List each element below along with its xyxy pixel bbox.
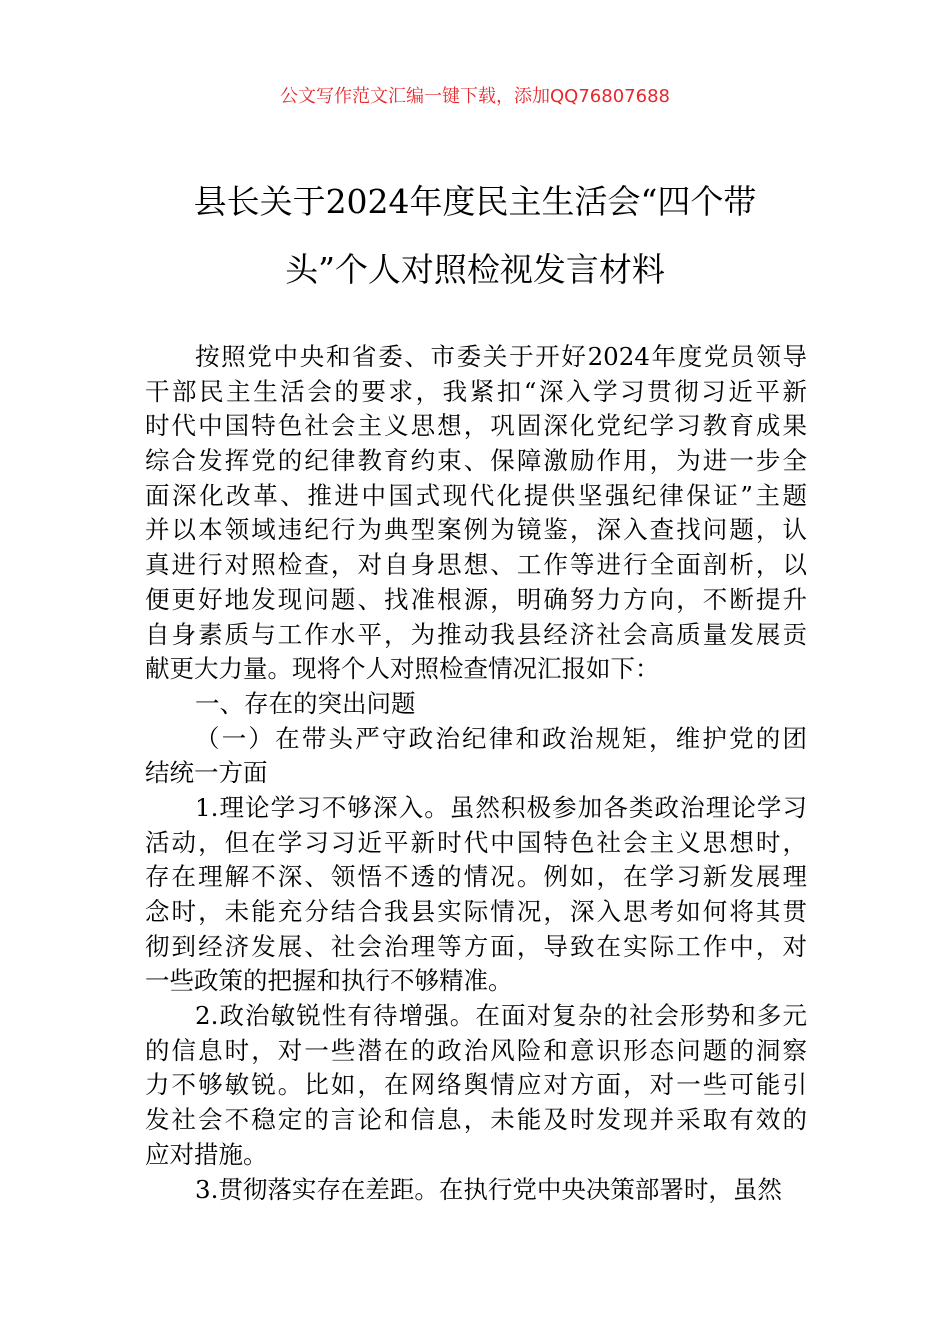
text-line: 活动，但在学习习近平新时代中国特色社会主义思想时， bbox=[145, 827, 807, 857]
document-body bbox=[145, 340, 807, 1207]
text-line: 一、存在的突出问题 bbox=[195, 688, 416, 718]
text-line: 存在理解不深、领悟不透的情况。例如，在学习新发展理 bbox=[145, 862, 807, 892]
paragraph bbox=[145, 999, 807, 1172]
text-line: 干部民主生活会的要求，我紧扣“深入学习贯彻习近平新 bbox=[145, 376, 807, 406]
text-line: 面深化改革、推进中国式现代化提供坚强纪律保证”主题 bbox=[145, 480, 807, 510]
text-line: 2.政治敏锐性有待增强。在面对复杂的社会形势和多元 bbox=[195, 1001, 807, 1031]
paragraph bbox=[145, 340, 807, 687]
paragraph bbox=[145, 687, 807, 722]
text-line: 的信息时，对一些潜在的政治风险和意识形态问题的洞察 bbox=[145, 1035, 807, 1065]
text-line: 便更好地发现问题、找准根源，明确努力方向，不断提升 bbox=[145, 584, 807, 614]
text-line: 自身素质与工作水平，为推动我县经济社会高质量发展贡 bbox=[145, 619, 807, 649]
text-line: 3.贯彻落实存在差距。在执行党中央决策部署时，虽然 bbox=[195, 1174, 782, 1204]
text-line: 念时，未能充分结合我县实际情况，深入思考如何将其贯 bbox=[145, 897, 807, 926]
text-line: （一）在带头严守政治纪律和政治规矩，维护党的团 bbox=[195, 723, 807, 753]
text-line: 彻到经济发展、社会治理等方面，导致在实际工作中，对 bbox=[145, 931, 807, 961]
text-line: 时代中国特色社会主义思想，巩固深化党纪学习教育成果 bbox=[145, 411, 807, 441]
text-line: 真进行对照检查，对自身思想、工作等进行全面剖析，以 bbox=[145, 550, 807, 580]
text-line: 献更大力量。现将个人对照检查情况汇报如下： bbox=[145, 654, 660, 684]
paragraph bbox=[145, 722, 807, 791]
text-line: 结统一方面 bbox=[145, 758, 268, 788]
watermark-header: 公文写作范文汇编一键下载，添加QQ76807688 bbox=[280, 86, 670, 107]
text-line: 发社会不稳定的言论和信息，未能及时发现并采取有效的 bbox=[145, 1105, 807, 1135]
text-line: 1.理论学习不够深入。虽然积极参加各类政治理论学习 bbox=[195, 792, 807, 822]
text-line: 一些政策的把握和执行不够精准。 bbox=[145, 966, 513, 996]
paragraph bbox=[145, 791, 807, 999]
text-line: 按照党中央和省委、市委关于开好2024年度党员领导 bbox=[195, 342, 807, 371]
text-line: 应对措施。 bbox=[145, 1139, 268, 1169]
paragraph bbox=[145, 1173, 807, 1208]
document-title-line-2: 头”个人对照检视发言材料 bbox=[285, 250, 665, 289]
document-title-line-1: 县长关于2024年度民主生活会“四个带 bbox=[193, 182, 757, 221]
text-line: 并以本领域违纪行为典型案例为镜鉴，深入查找问题，认 bbox=[145, 515, 807, 545]
text-line: 综合发挥党的纪律教育约束、保障激励作用，为进一步全 bbox=[145, 446, 807, 476]
text-line: 力不够敏锐。比如，在网络舆情应对方面，对一些可能引 bbox=[145, 1070, 807, 1100]
